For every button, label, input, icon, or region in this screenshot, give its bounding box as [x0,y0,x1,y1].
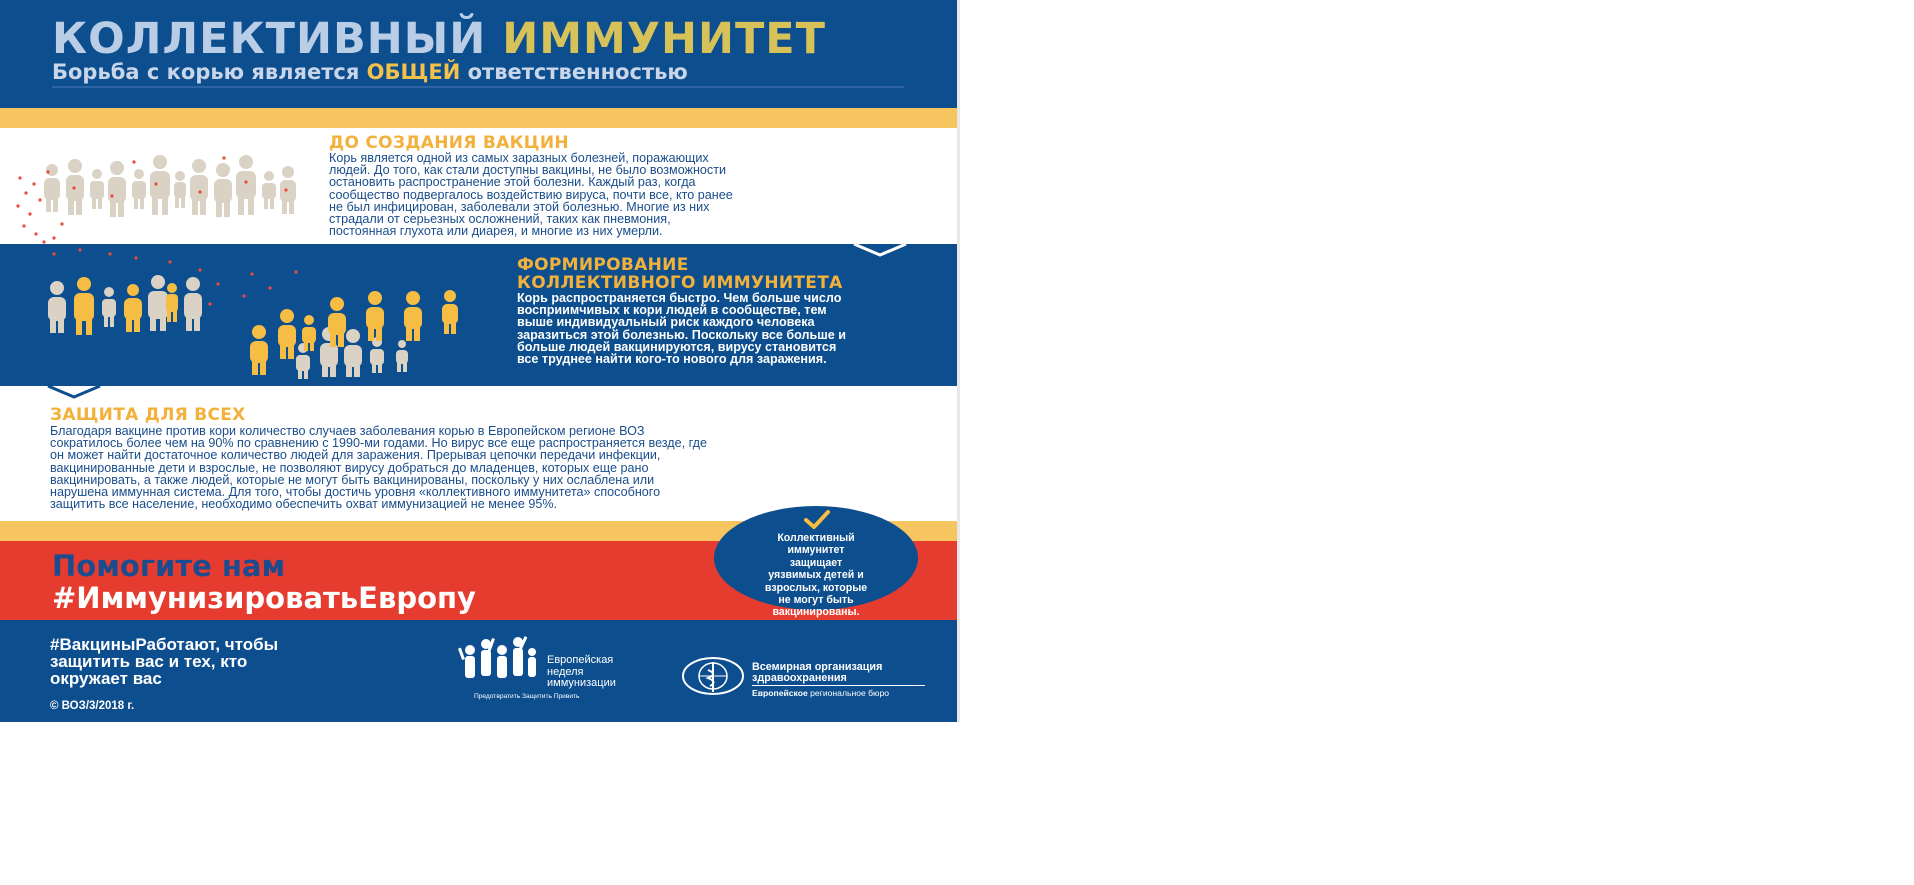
section-forming-heading [517,256,843,292]
body-line: Благодаря вакцине против кори количество случаев заболевания корью в Европейском регионе ВОЗ [50,424,645,438]
header-divider [52,86,904,88]
page-subtitle [52,60,688,84]
heading-line: КОЛЛЕКТИВНОГО ИММУНИТЕТА [517,273,843,293]
body-line: страдали от серьезных осложнений, таких как пневмония, [329,212,671,227]
subtitle-part-1: Борьба с корью является [52,60,360,84]
immunization-week-name [547,655,647,690]
who-emblem-icon [680,656,746,696]
people-crowd-icon [14,148,314,248]
title-part-2: ИММУНИТЕТ [502,14,826,64]
who-logo [680,656,930,700]
badge-line: защищает [789,556,843,569]
body-line: людей. До того, как стали доступны вакцины, не было возможности [329,163,727,178]
section-before-heading: ДО СОЗДАНИЯ ВАКЦИН [329,133,569,153]
body-line: вакцинированные дети и взрослые, не позволяют вирусу добраться до младенцев, которых еще рано [50,460,649,475]
body-line: он может найти достаточное количество людей для заражения. Прерывая цепочки передачи инфекции, [50,448,661,463]
section-before-vaccines [0,128,960,244]
checkmark-icon [804,510,830,530]
body-line: выше индивидуальный риск каждого человека [517,315,815,330]
immunization-week-tagline: Предотвратить Защитить Привить [474,693,580,700]
body-line: защитить все население, необходимо обеспечить охват иммунизацией не менее 95%. [50,497,558,512]
section-forming-body [517,292,937,365]
header-banner [0,0,960,108]
title-part-1: КОЛЛЕКТИВНЫЙ [52,14,487,64]
page-title [52,14,826,64]
footer-line: защитить вас и тех, кто [50,652,248,671]
who-divider [752,685,925,686]
heading-line: ФОРМИРОВАНИЕ [517,255,689,275]
who-region [752,688,889,698]
logo-line: неделя [547,665,584,678]
chevron-down-icon [46,384,102,400]
body-line: остановить распространение этой болезни. Каждый раз, когда [329,175,696,190]
who-region-rest: региональное бюро [807,688,890,698]
body-line: сократилось более чем на 90% по сравнению с 1990-ми годами. Но вирус все еще распространяется везде, где [50,436,708,451]
body-line: заразиться этой болезнью. Поскольку все больше и [517,327,847,342]
body-line: постоянная глухота или диарея, и многие из них умерли. [329,224,663,239]
who-name [752,662,932,684]
cta-line-1: Помогите нам [52,549,286,583]
body-line: восприимчивых к кори людей в сообществе, тем [517,303,827,318]
body-line: сообщество подвергалось воздействию вируса, почти все, кто ранее [329,187,733,202]
badge-line: взрослых, которые [764,581,868,594]
section-before-body [329,152,889,237]
infographic-poster [0,0,960,722]
copyright: © ВОЗ/3/2018 г. [50,700,135,712]
chevron-down-icon [852,242,908,258]
footer-slogan [50,636,410,687]
badge-line: Коллективный [777,532,855,544]
section-protection-body [50,425,930,510]
badge-text [736,532,896,619]
badge-line: уязвимых детей и [768,569,864,582]
body-line: вакцинировать, а также людей, которые не могут быть вакцинированы, поскольку у них ослаблена или [50,472,655,487]
footer [0,620,960,722]
logo-line: здравоохранения [752,672,847,684]
badge-line: вакцинированы. [772,606,860,619]
footer-line: #ВакциныРаботают, чтобы [50,635,279,654]
body-line: больше людей вакцинируются, вирусу становится [517,339,837,354]
subtitle-part-2: ответственностью [467,60,688,84]
body-line: не был инфицирован, заболевали этой болезнью. Многие из них [329,199,710,214]
herd-immunity-badge [714,506,918,619]
logo-line: Европейская [547,654,614,666]
logo-line: иммунизации [547,677,616,689]
badge-line: иммунитет [787,544,845,557]
body-line: нарушена иммунная система. Для того, чтобы достичь уровня «коллективного иммунитета» способного [50,485,661,500]
footer-line: окружает вас [50,669,162,688]
gold-band-top [0,108,960,128]
immunization-week-emblem-icon [456,634,546,690]
section-protection [0,386,960,521]
body-line: Корь распространяется быстро. Чем больше число [517,291,842,305]
logo-line: Всемирная организация [752,661,883,673]
immunization-week-logo [456,634,656,704]
body-line: Корь является одной из самых заразных болезней, поражающих [329,151,709,165]
body-line: все труднее найти кого-то нового для заражения. [517,352,827,367]
badge-line: не могут быть [778,594,854,607]
who-region-bold: Европейское [752,688,808,698]
section-protection-heading: ЗАЩИТА ДЛЯ ВСЕХ [50,405,246,425]
section-forming-immunity [0,244,960,386]
cta-hashtag: #ИммунизироватьЕвропу [52,581,476,615]
people-crowd-icon [40,248,480,384]
subtitle-highlight: ОБЩЕЙ [366,60,461,84]
